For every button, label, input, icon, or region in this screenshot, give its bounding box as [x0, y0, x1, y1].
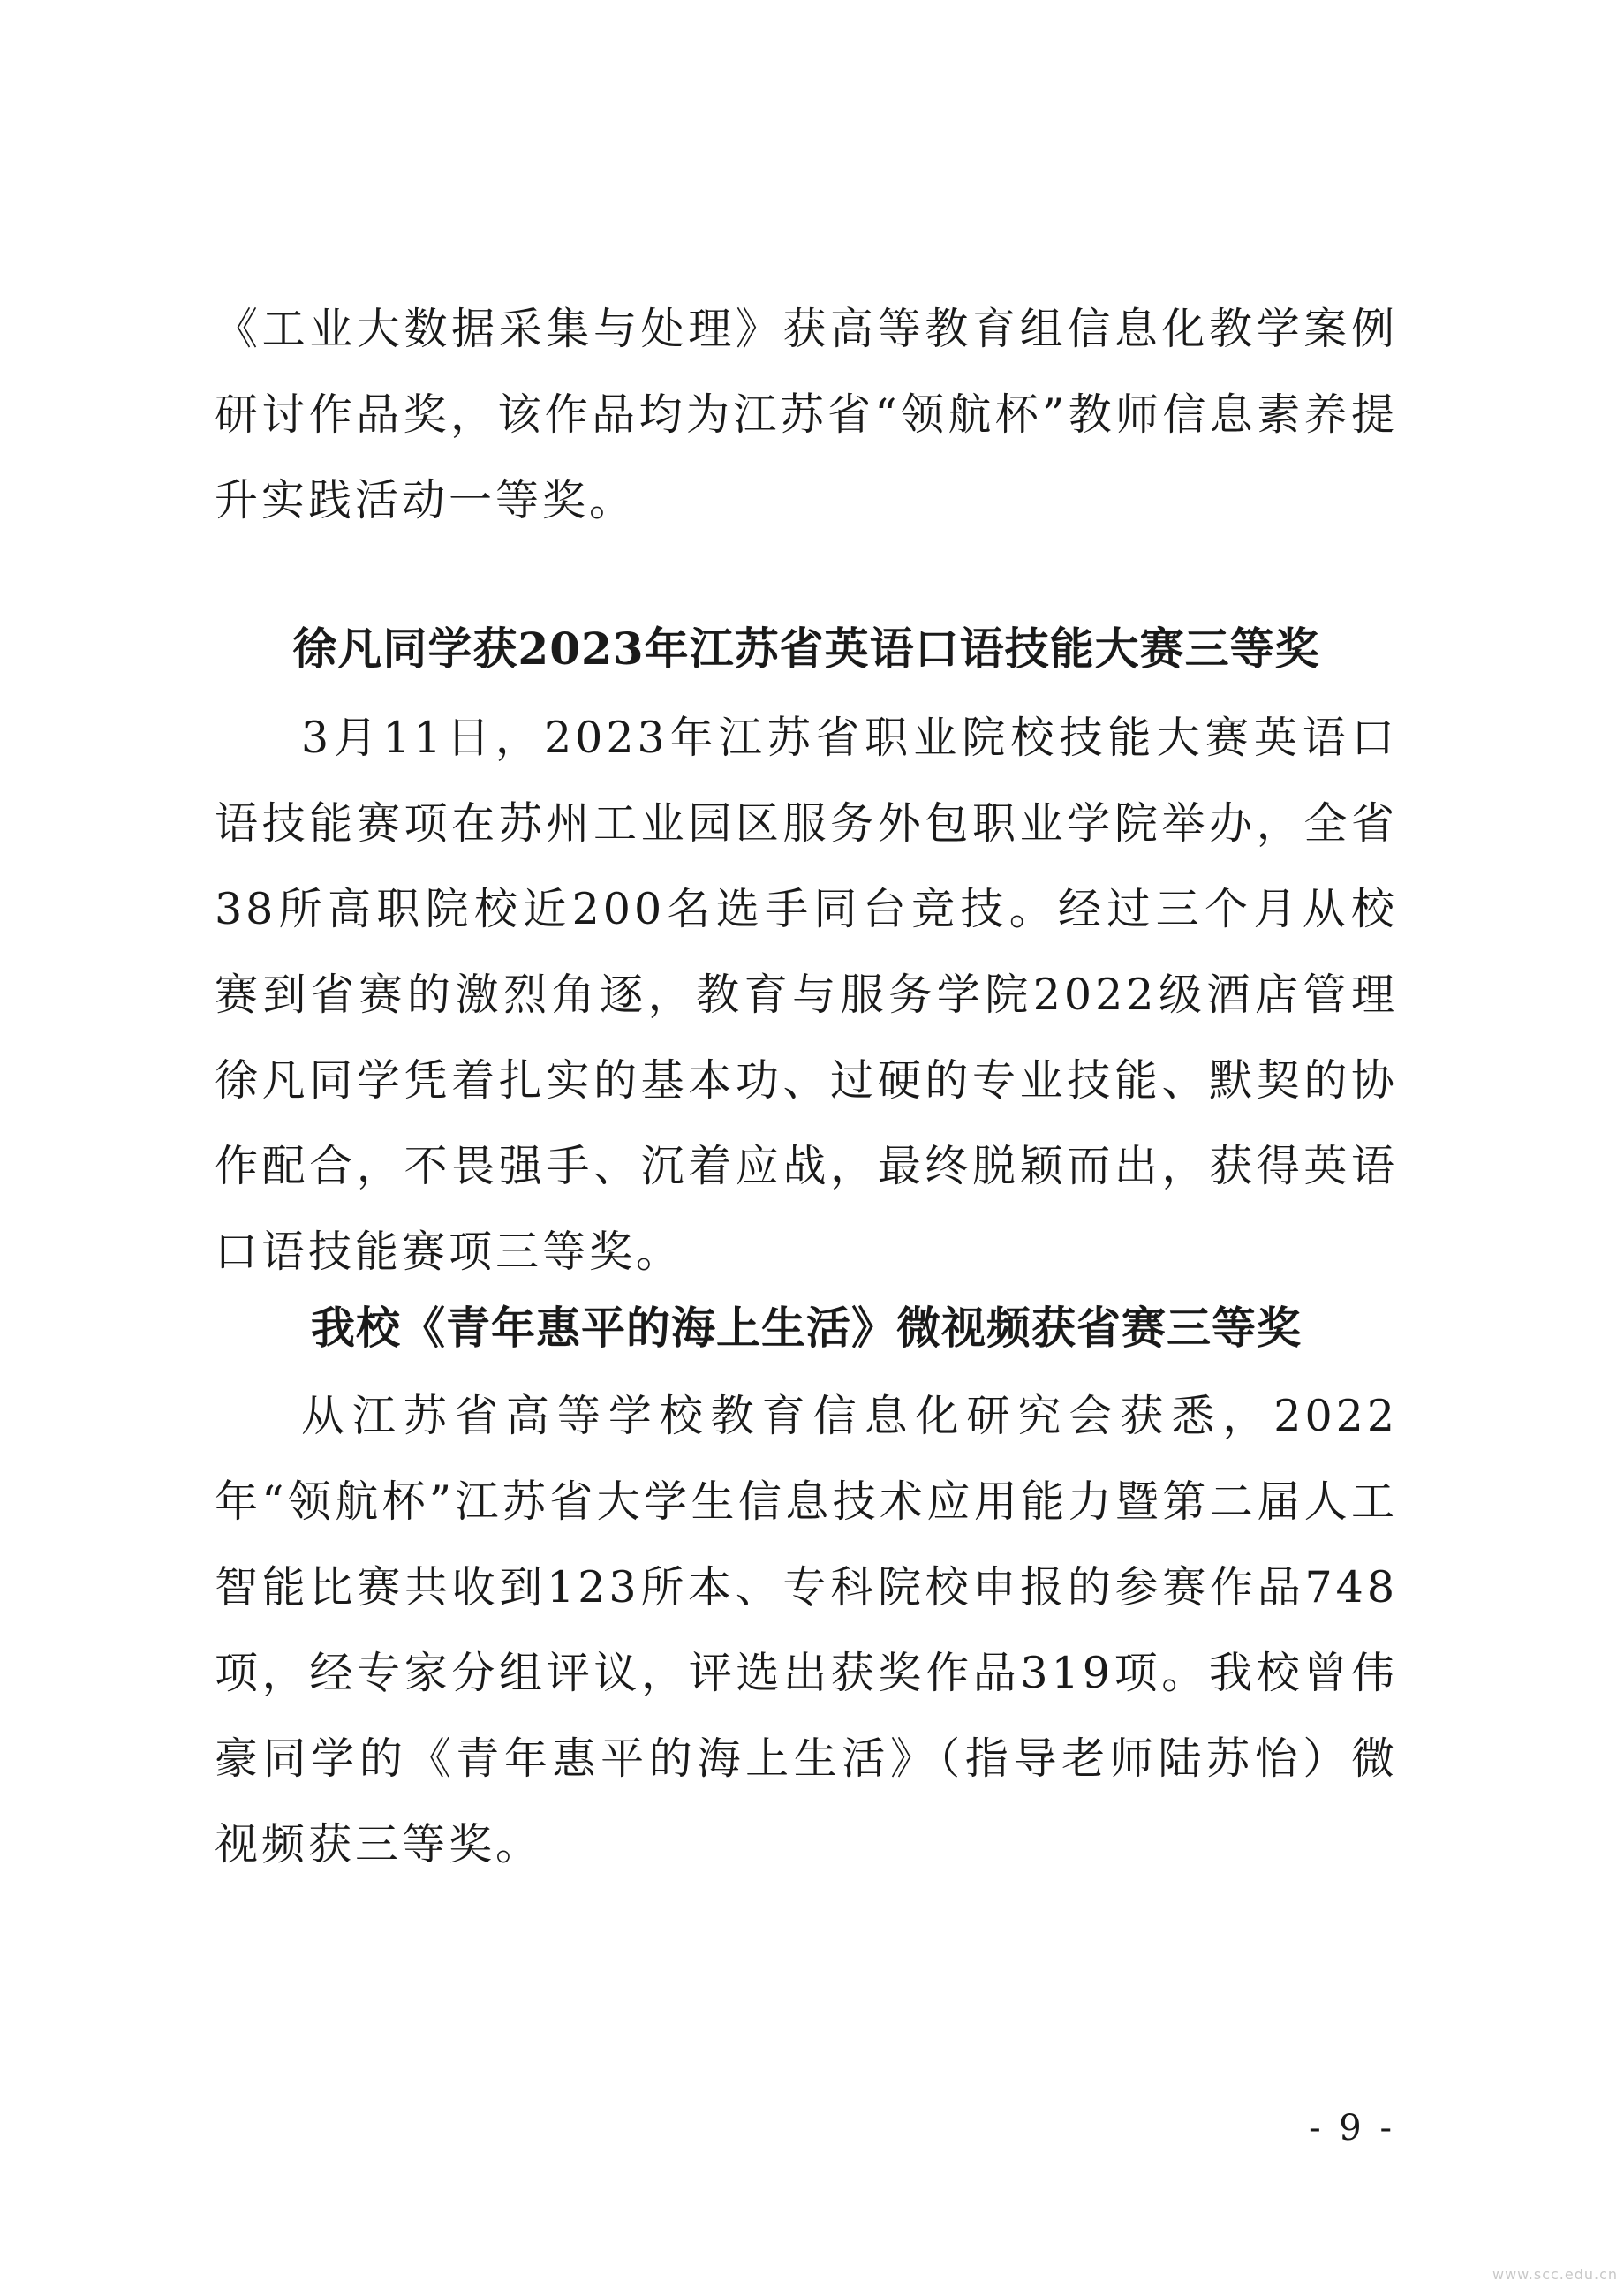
video-award-paragraph: 从江苏省高等学校教育信息化研究会获悉，2022年“领航杯”江苏省大学生信息技术应用能力暨第二届人工智能比赛共收到123所本、专科院校申报的参赛作品748项，经专家分组评议，评选出获奖作品319项。我校曾伟豪同学的《青年惠平的海上生活》（指导老师陆苏怡）微视频获三等奖。	[215, 1391, 1398, 1869]
continuation-paragraph: 《工业大数据采集与处理》获高等教育组信息化教学案例研讨作品奖，该作品均为江苏省“领航杯”教师信息素养提升实践活动一等奖。	[215, 304, 1398, 525]
page-number: - 9 -	[1309, 2108, 1395, 2149]
video-award-heading: 我校《青年惠平的海上生活》微视频获省赛三等奖	[311, 1302, 1302, 1354]
site-watermark: www.scc.edu.cn	[1492, 2266, 1619, 2283]
english-contest-heading: 徐凡同学获2023年江苏省英语口语技能大赛三等奖	[292, 623, 1320, 675]
english-contest-paragraph: 3月11日，2023年江苏省职业院校技能大赛英语口语技能赛项在苏州工业园区服务外包职业学院举办，全省38所高职院校近200名选手同台竞技。经过三个月从校赛到省赛的激烈角逐，教育与服务学院2022级酒店管理徐凡同学凭着扎实的基本功、过硬的专业技能、默契的协作配合，不畏强手、沉着应战，最终脱颖而出，获得英语口语技能赛项三等奖。	[215, 713, 1398, 1277]
